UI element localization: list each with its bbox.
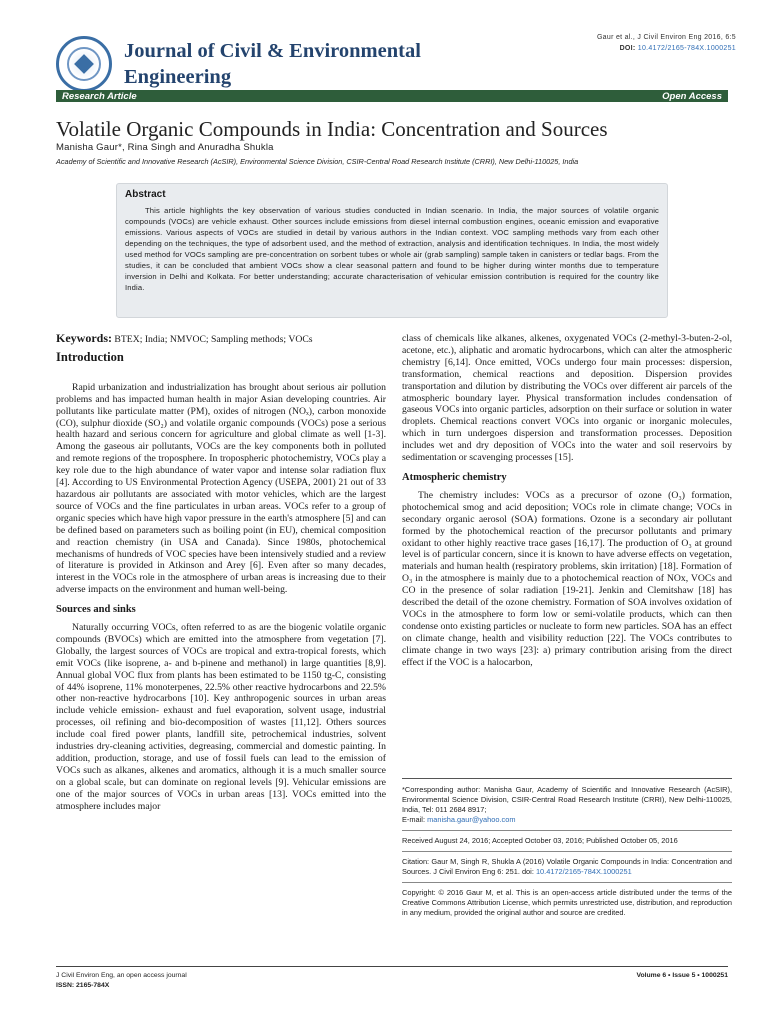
- citation-short: Gaur et al., J Civil Environ Eng 2016, 6:5: [596, 34, 736, 41]
- doi-label: DOI:: [619, 45, 636, 52]
- corresponding-author: *Corresponding author: Manisha Gaur, Academy of Scientific and Innovative Research (AcSIR), Environmental Science Division, CSIR-Central Road Research Institute (CRRI), New Delhi-110025, India, Tel: 011 2684 8917;: [402, 785, 732, 814]
- article-type-bar: [56, 90, 728, 102]
- footer-journal-line: J Civil Environ Eng, an open access journal: [56, 972, 187, 979]
- keywords-line: [56, 333, 386, 346]
- email-label: E-mail:: [402, 815, 425, 824]
- article-meta: [597, 32, 736, 54]
- doi-link[interactable]: 10.4172/2165-784X.1000251: [637, 45, 736, 52]
- atmospheric-chemistry-heading: Atmospheric chemistry: [402, 471, 507, 483]
- article-title: Volatile Organic Compounds in India: Concentration and Sources: [56, 117, 608, 141]
- copyright: Copyright: © 2016 Gaur M, et al. This is an open-access article distributed under the terms of the Creative Commons Attribution License, which permits unrestricted use, distribution, and reproduction in any medium, provided the original author and source are credited.: [402, 888, 732, 917]
- page-footer: [56, 966, 728, 989]
- email-link[interactable]: manisha.gaur@yahoo.com: [427, 815, 516, 824]
- left-column: [56, 333, 386, 813]
- journal-header: [56, 30, 736, 92]
- sources-text: Naturally occurring VOCs, often referred to as are the biogenic volatile organic compounds (BVOCs) which are emitted into the atmosphere from vegetation [7]. Globally, the largest sources of VOCs are tropical and extra-tropical forests, which emit VOCs (like isoprene, a- and b-pinene and methanol) in large quantities [8,9]. Annual global VOC flux from plants has been estimated to be 1150 tg-C, consisting of 44% isoprene, 11% monoterpenes, 22.5% other reactive hydrocarbons and 22.5% other non-reactive hydrocarbons [10]. Key anthropogenic sources in urban areas include vehicle emission- exhaust and fuel evaporation, solvent usage, industrial processes, oil refining and bio-decomposition of wastes [11,12]. Others sources include coal fired power plants, landfill site, petrochemical industries, solvent industries dry-cleaning activities, degreasing, commercial and domestic painting. In addition, production, storage, and use of fossil fuels can lead to the emission of VOCs such as alkanes, alkenes and aromatics, although it is a much smaller source on a global scale, but can dominate on regional levels [9]. Vehicular emissions are one of the major sources of VOCs in urban areas [13]. VOCs emitted into the atmosphere includes major: [56, 622, 386, 812]
- email-line: [402, 815, 732, 825]
- introduction-heading: Introduction: [56, 349, 124, 364]
- correspondence-block: [402, 778, 732, 918]
- authors: Manisha Gaur*, Rina Singh and Anuradha Shukla: [56, 142, 274, 153]
- keywords-label: Keywords:: [56, 331, 112, 345]
- abstract-box: [116, 183, 668, 318]
- citation: [402, 857, 732, 877]
- research-article-label: Research Article: [62, 90, 137, 102]
- right-column: [402, 333, 732, 668]
- atmospheric-chemistry-text: The chemistry includes: VOCs as a precursor of ozone (O₃) formation, photochemical smog and acid deposition; VOCs role in climate change; VOCs in secondary organic aerosol (SOA) formations. Ozone is a secondary air pollutant formed by the photochemical reaction of the precursor pollutants and primary oxidant to other highly reactive trace gases [16,17]. The production of O₃ at ground level is of particular concern, since it is known to have adverse effects on vegetation, materials and human health (respiratory problems, skin irritation) [18]. Formation of O₃ in the atmosphere is mainly due to a photochemical reaction of NOx, VOCs and CO in the presence of solar radiation [19-21]. Jenkin and Clemitshaw [18] has described the detail of the ozone chemistry. Formation of SOA involves oxidation of VOCs in the atmosphere to form low or semi-volatile products, which can then condense onto existing particles or nucleate to form new particles. SOA has an effect on climate change, health and visibility reduction [22]. The VOCs contributes to climate change in two ways [23]: a) primary contribution arising from the direct effect if the VOC is a halocarbon,: [402, 489, 732, 668]
- publication-dates: Received August 24, 2016; Accepted October 03, 2016; Published October 05, 2016: [402, 836, 678, 845]
- abstract-text: This article highlights the key observation of various studies conducted in Indian scenario. In India, the major sources of volatile organic compounds (VOCs) are vehicle exhaust. Other sources include emissions from diesel internal combustion engines, oceanic emission and evaporative emissions. Various aspects of VOCs are studied in detail by various authors in the Indian context. VOC sampling methods vary from each other depending on the techniques, the type of adsorbent used, and the method of extraction, analysis and identification techniques. In India, the most widely used method for VOCs sampling are pre-concentration on sorbent tubes or whole air (grab sampling) sample taken in canisters or tedlar bags. From the studies, it can be concluded that ambient VOCs show a clear seasonal pattern and found to be higher during winter months due to temperature inversion in Delhi and Kolkata. For better understanding; accurate characterisation of vehicular emission contribution is required for the country like India.: [125, 206, 659, 292]
- journal-title: Journal of Civil & Environmental Engineering: [124, 40, 421, 88]
- doi-line: [597, 43, 736, 54]
- footer-volume: Volume 6 • Issue 5 • 1000251: [636, 972, 728, 979]
- abstract-heading: Abstract: [125, 189, 166, 200]
- journal-seal-icon: [56, 36, 112, 92]
- citation-text: Citation: Gaur M, Singh R, Shukla A (2016) Volatile Organic Compounds in India: Concentration and Sources. J Civil Environ Eng 6: 251. doi:: [402, 857, 732, 876]
- introduction-text: Rapid urbanization and industrialization has brought about serious air pollution problems and has impacted human health in major Asian developing countries. Air pollutants like particulate matter (PM), oxides of nitrogen (NOₓ), carbon monoxide (CO), sulphur dioxide (SO₂) and volatile organic compounds (VOCs) pose a serious health hazard and serious concern for agriculture and global climate as well [1-3]. Among the gaseous air pollutants, VOCs are the key components both in polluted and remote regions of the troposphere. In tropospheric photochemistry, VOCs play a key role due to the high abundance of water vapor and intense solar radiation flux [4]. According to US Environmental Protection Agency (USEPA, 2001) 21 out of 33 hazardous air pollutants are associated with motor vehicles, which are the largest source of VOCs and the fine particulates in urban areas. VOCs refer to a group of organic species which have high vapor pressure in the earth's atmosphere [5] and can be defined based on parameters such as boiling point (in EU), chemical composition and reaction chemistry (in USA and Canada). Since 1980s, photochemical mechanisms of hundreds of VOC species have been intensively studied and a review of literature is provided in Atkinson and Arey [6]. Even after so many decades, interest in the VOCs role in the atmosphere of urban areas is increasing due to their adverse impacts on the environment and human well-being.: [56, 381, 386, 596]
- keywords: BTEX; India; NMVOC; Sampling methods; VOCs: [114, 334, 313, 345]
- affiliation: Academy of Scientific and Innovative Research (AcSIR), Environmental Science Division, CSIR-Central Road Research Institute (CRRI), New Delhi-110025, India: [56, 157, 579, 166]
- citation-doi-link[interactable]: 10.4172/2165-784X.1000251: [535, 867, 632, 876]
- sources-heading: Sources and sinks: [56, 604, 136, 616]
- footer-issn: ISSN: 2165-784X: [56, 982, 110, 989]
- open-access-label: Open Access: [662, 90, 722, 102]
- continued-text: class of chemicals like alkanes, alkenes, oxygenated VOCs (2-methyl-3-buten-2-ol, acetone, etc.), aliphatic and aromatic hydrocarbons, which can alter the atmospheric chemistry [6,14]. Once emitted, VOCs undergo four main processes: dispersion, transformation, chemical reactions and deposition. Dispersion provides transportation and dilution by distributing the VOCs over different air parcels of the atmospheric boundary layer. Physical transformation includes condensation of gaseous VOCs into organic particles, adsorption on their surface or solution in water droplets. Chemical reactions convert VOCs into organic or inorganic molecules, which in turn undergoes dispersion and transformation processes. Deposition includes wet and dry deposition of VOCs into the water and soil reservoirs by sedimentation or scavenging processes [15].: [402, 333, 732, 464]
- footer-left: [56, 971, 187, 991]
